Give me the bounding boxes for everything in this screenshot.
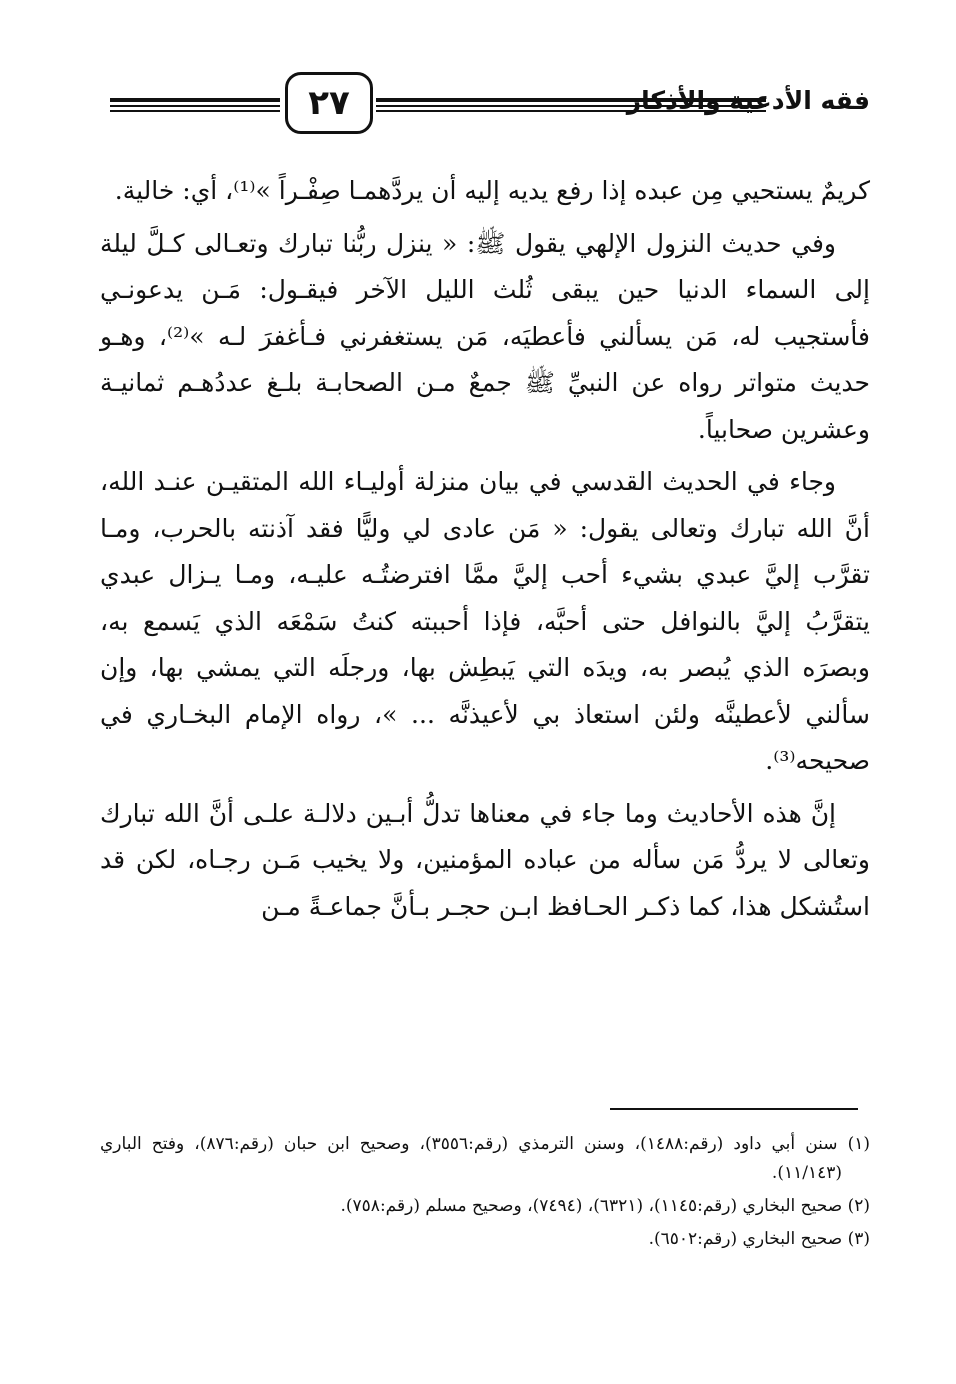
footnote: (٣) صحيح البخاري (رقم:٦٥٠٢). <box>648 1229 870 1249</box>
paragraph: وجاء في الحديث القدسي في بيان منزلة أوليـاء الله المتقيـن عنـد الله، أنَّ الله تبارك وتعالى يقول: « مَن عادى لي وليًّا فقد آذنته بالحرب، ومـا تقرَّب إليَّ عبدي بشيء أحب إليَّ ممَّا افترضتُـه عليـه، ومـا يـزال عبدي يتقرَّبُ إليَّ بالنوافل حتى أحبَّه، فإذا أحببته كنتُ سَمْعَه الذي يَسمع به، وبصرَه الذي يُبصر به، ويدَه التي يَبطِش بها، ورجلَه التي يمشي بها، وإن سألني لأعطينَّه ولئن استعاذ بي لأعيذنَّه ... »، رواه الإمام البخـاري في صحيحه⁽³⁾. <box>100 467 870 775</box>
paragraph: إنَّ هذه الأحاديث وما جاء في معناها تدلُّ أبـين دلالـة علـى أنَّ الله تبارك وتعالى لا يردُّ مَن سأله من عباده المؤمنين، ولا يخيب مَـن رجـاه، لكن قد استُشكل هذا، كما ذكـر الحـافظ ابـن حجـر بـأنَّ جماعـةً مـن <box>100 798 870 921</box>
running-title: فقه الأدعية والأذكار <box>626 86 870 115</box>
footnote: (٢) صحيح البخاري (رقم:١١٤٥)، (٦٣٢١)، (٧٤٩٤)، وصحيح مسلم (رقم:٧٥٨). <box>340 1196 870 1216</box>
paragraph: كريمٌ يستحيي مِن عبده إذا رفع يديه إليه أن يردَّهمـا صِفْـراً »⁽¹⁾، أي: خالية. <box>114 176 870 205</box>
page-header <box>100 62 870 132</box>
main-text <box>100 168 870 930</box>
footnote-separator <box>610 1108 858 1110</box>
header-rule-left <box>110 98 280 112</box>
paragraph: وفي حديث النزول الإلهي يقول ﷺ: « ينزل ربُّنا تبارك وتعـالى كـلَّ ليلة إلى السماء الدنيا حين يبقى ثُلث الليل الآخر فيقـول: مَـن يدعونـي فأستجيب له، مَن يسألني فأعطيَه، مَن يستغفرني فـأغفرَ لـه »⁽²⁾، وهـو حديث متواتر رواه عن النبيِّ ﷺ جمعٌ مـن الصحابـة بلـغ عددُهـم ثمانيـة وعشرين صحابياً. <box>100 228 870 444</box>
footnotes <box>100 1130 870 1258</box>
page-number: ٢٧ <box>285 72 373 134</box>
footnote: (١) سنن أبي داود (رقم:١٤٨٨)، وسنن الترمذي (رقم:٣٥٥٦)، وصحيح ابن حبان (رقم:٨٧٦)، وفتح الباري (١١/١٤٣). <box>100 1134 870 1183</box>
